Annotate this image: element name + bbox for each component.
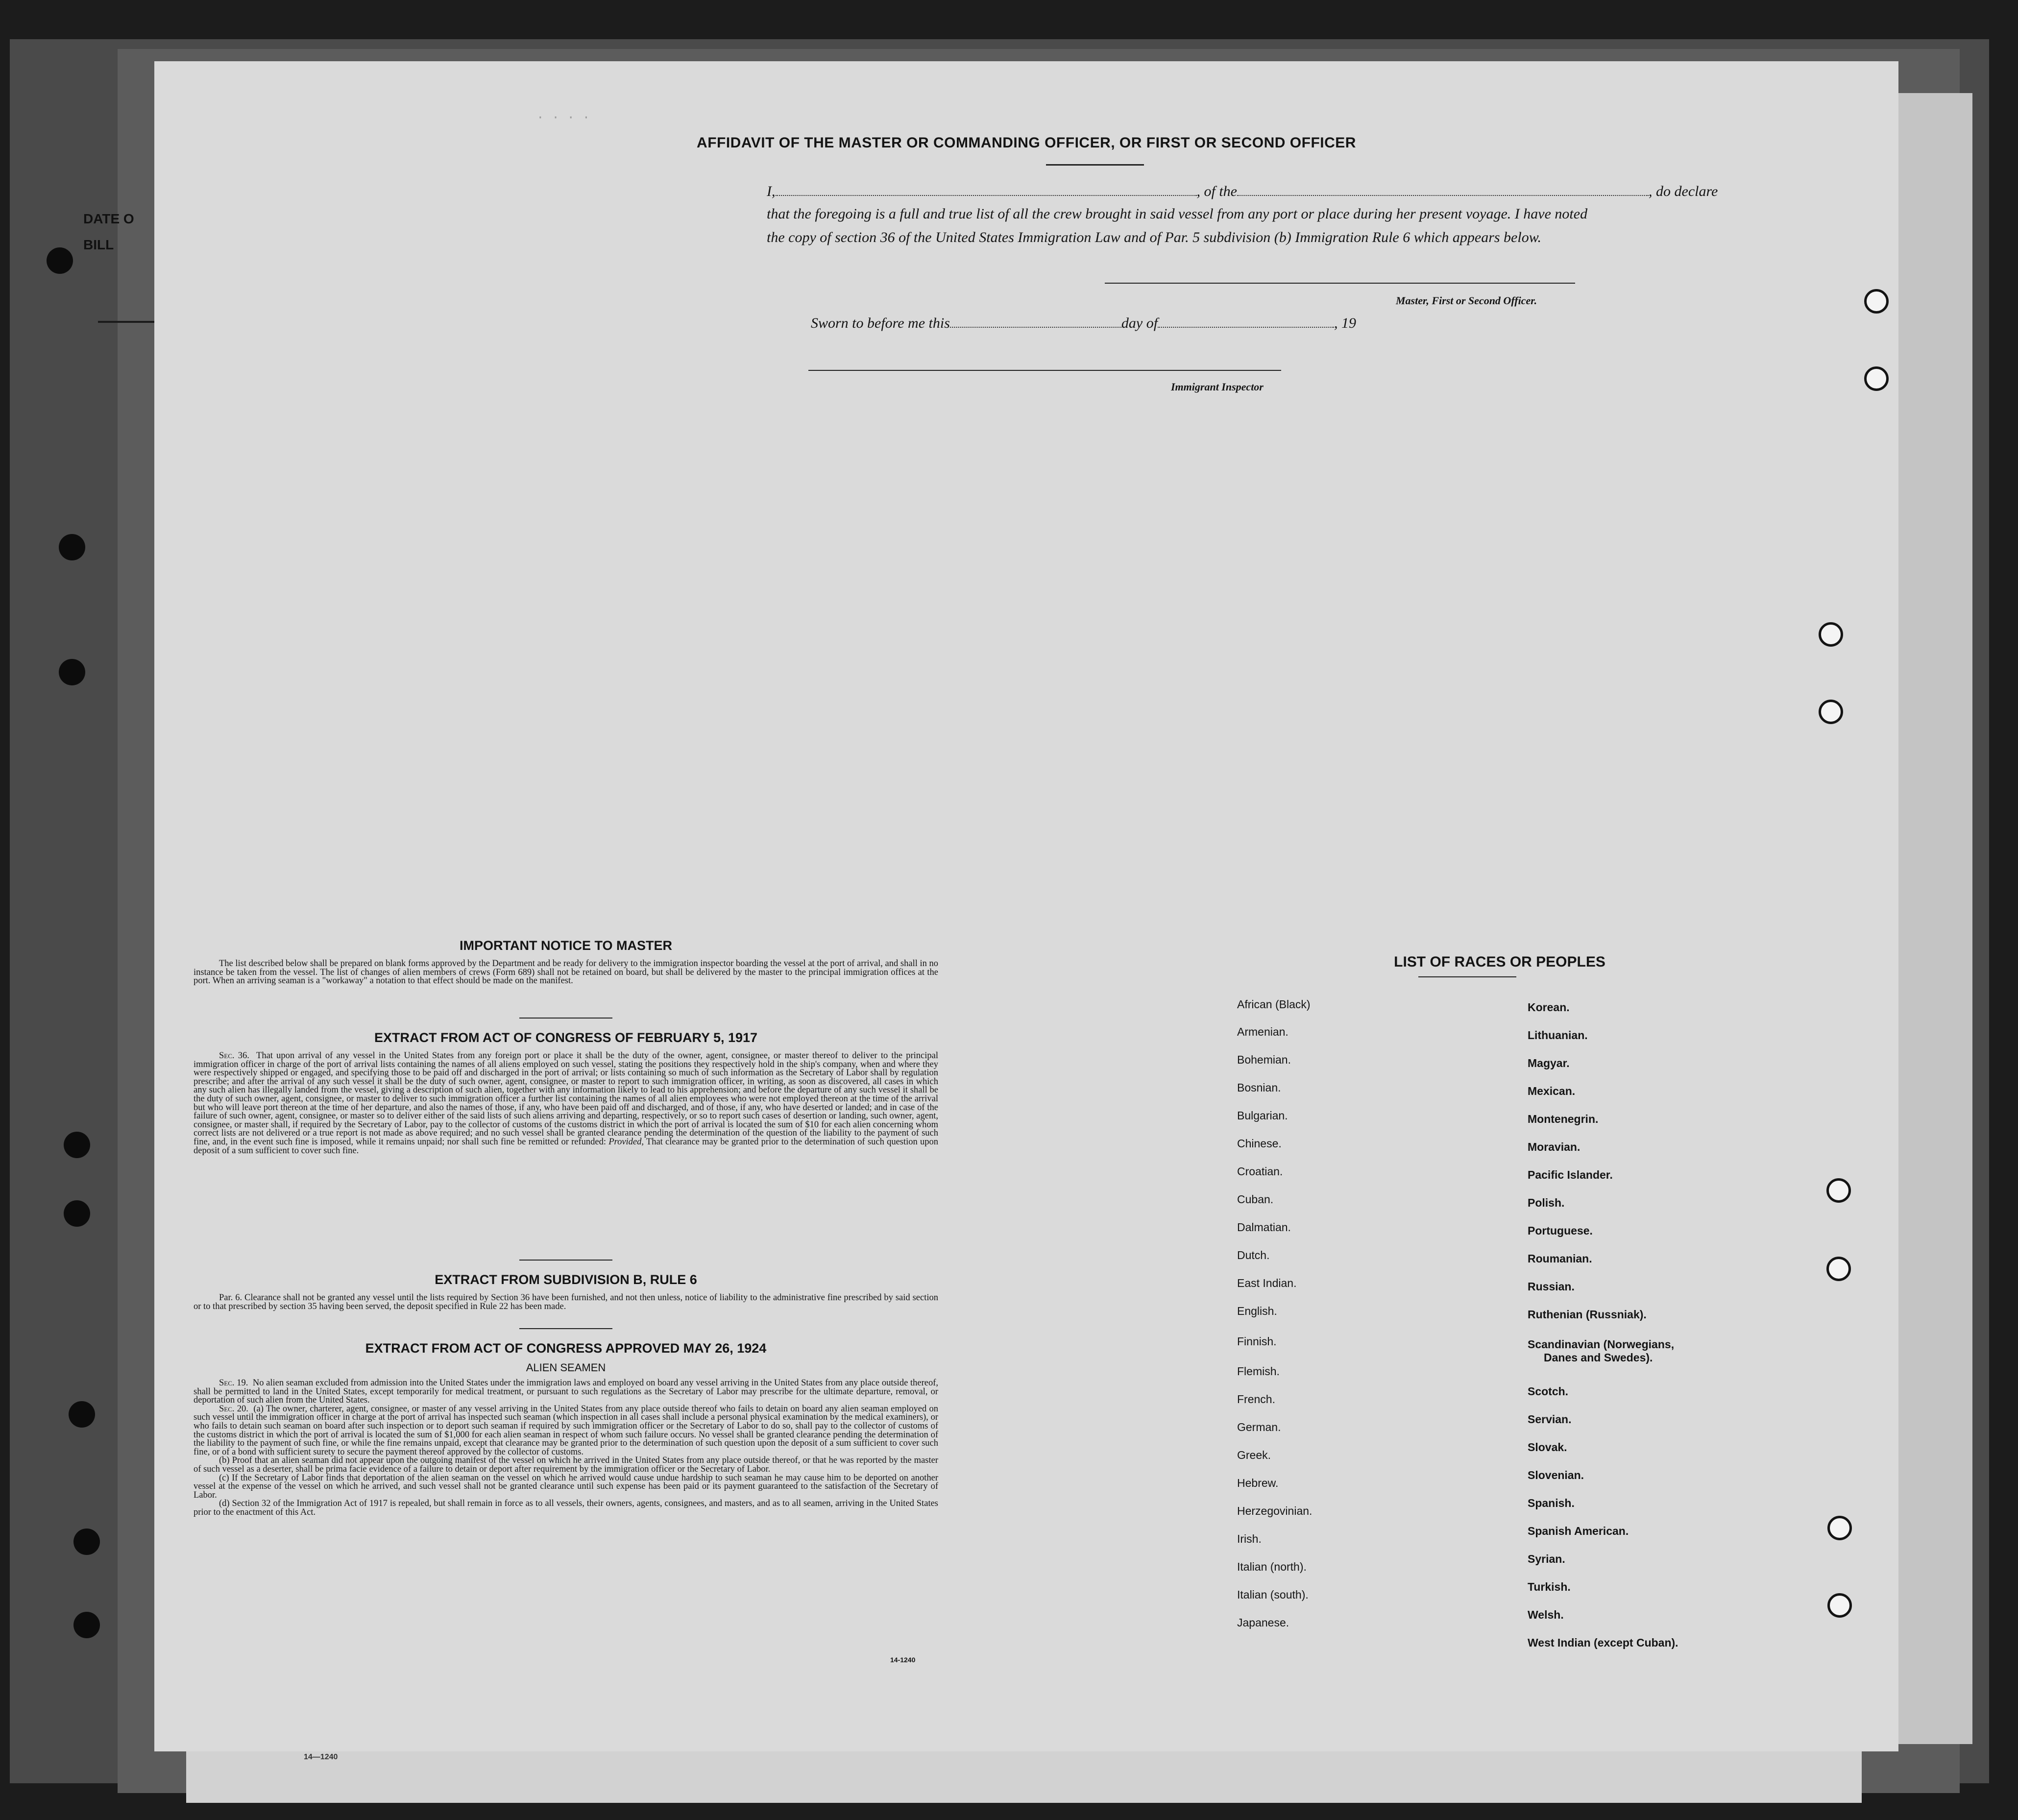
race-item-left: Dalmatian. xyxy=(1237,1221,1291,1234)
race-item-right: Slovenian. xyxy=(1528,1469,1584,1481)
race-item-left: Dutch. xyxy=(1237,1249,1270,1262)
race-item-right: Ruthenian (Russniak). xyxy=(1528,1308,1647,1321)
proviso-text: That clearance may be granted prior to the determination of such question upon deposit of a sum sufficient to cover such fine. xyxy=(194,1137,939,1156)
race-item-left: African (Black) xyxy=(1237,998,1311,1011)
day-of-label: day of xyxy=(1121,315,1158,331)
of-the-label: , of the xyxy=(1196,183,1237,199)
section-text: That upon arrival of any vessel in the United States from any foreign port or place it shall be the duty of the owner, agent, consignee, or master thereof to deliver to the principal immigration officer in charge of the port of arrival lists containing the names of all aliens employed on such vessel, stating the positions they respectively hold in the ship's company, when and where they were respectively shipped or engaged, and specifying those to be paid off and discharged in the port of arrival; or lists containing so much of such information as the Secretary of Labor shall by regulation prescribe; and after the arrival of any such vessel it shall be the duty of such owner, agent, consignee, or master to report to such immigration officer, in writing, as soon as discovered, all cases in which any such alien has illegally landed from the vessel, giving a description of such alien, together with any information likely to lead to his apprehension; and before the departure of any such vessel it shall be the duty of such owner, agent, consignee, or master to deliver to such immigration officer a further list containing the names of all alien employees who were not employed thereon at the time of the arrival but who will leave port thereon at the time of her departure, and also the names of those, if any, who have been paid off and discharged, and of those, if any, who have deserted or landed; and in case of the failure of such owner, agent, consignee, or master so to deliver either of the said lists of such aliens arriving and departing, respectively, or so to report such cases of desertion or landing, such owner, agent, consignee, or master shall, if required by the Secretary of Labor, pay to the collector of customs of the customs district in which the port of arrival is located the sum of $10 for each alien concerning whom correct lists are not delivered or a true report is not made as above required; and no such vessel shall be granted clearance pending the determination of the question of the liability to the payment of such fine, and, in the event such fine is imposed, while it remains unpaid; nor shall such fine be remitted or refunded: xyxy=(194,1051,939,1147)
sec20b-text: (b) Proof that an alien seaman did not appear upon the outgoing manifest of the vessel on which he arrived in the United States from any place outside thereof, or that he was reported by the master of such vessel as a deserter, shall be prima facie evidence of a failure to detain or deport after requirement by the immigration officer or the Secretary of Labor. xyxy=(194,1456,938,1474)
sec20-label: Sec. 20. xyxy=(219,1404,248,1414)
punch-hole xyxy=(73,1529,100,1555)
master-signature-line xyxy=(1105,283,1575,284)
race-item-right: Spanish American. xyxy=(1528,1525,1629,1537)
punch-hole xyxy=(73,1612,100,1638)
race-item-right: West Indian (except Cuban). xyxy=(1528,1636,1678,1649)
punch-hole xyxy=(64,1132,90,1158)
do-declare-label: , do declare xyxy=(1649,183,1718,199)
punch-hole xyxy=(64,1200,90,1227)
extract-rule6-body xyxy=(194,1294,938,1311)
section-label: Sec. 36. xyxy=(219,1051,249,1061)
extract-1924-title: EXTRACT FROM ACT OF CONGRESS APPROVED MAY 26, 1924 xyxy=(365,1341,767,1356)
race-item-right: Mexican. xyxy=(1528,1085,1576,1097)
race-item-right: Pacific Islander. xyxy=(1528,1168,1613,1181)
race-item-left: Bohemian. xyxy=(1237,1053,1291,1066)
divider xyxy=(519,1328,612,1329)
rule6-text: Par. 6. Clearance shall not be granted any vessel until the lists required by Section 36 have been furnished, and not then unless, notice of liability to the administrative fine prescribed by said section or to that prescribed by section 35 having been served, the deposit specified in Rule 22 has been made. xyxy=(194,1293,938,1311)
affidavit-page xyxy=(154,61,1898,1751)
punch-hole xyxy=(1864,289,1889,314)
race-item-left: Hebrew. xyxy=(1237,1477,1279,1489)
sec20d-text: (d) Section 32 of the Immigration Act of 1917 is repealed, but shall remain in force as to all vessels, their owners, agents, consignees, and masters, and as to all seamen, arriving in the United States prior to the enactment of this Act. xyxy=(194,1499,938,1517)
race-item-left: Italian (south). xyxy=(1237,1588,1309,1601)
extract-1917-body xyxy=(194,1052,938,1155)
race-item-right: Slovak. xyxy=(1528,1441,1567,1454)
race-item-right: Russian. xyxy=(1528,1280,1575,1293)
name-blank xyxy=(776,182,1197,196)
extract-1924-body xyxy=(194,1379,938,1517)
race-item-left: Japanese. xyxy=(1237,1616,1289,1629)
race-item-right: Scandinavian (Norwegians, xyxy=(1528,1338,1675,1351)
race-item-left: Armenian. xyxy=(1237,1025,1289,1038)
extract-rule6-title: EXTRACT FROM SUBDIVISION B, RULE 6 xyxy=(435,1272,697,1287)
sec19-label: Sec. 19. xyxy=(219,1378,248,1388)
punch-hole xyxy=(47,247,73,274)
local-agents-code: 14—1240 xyxy=(304,1753,338,1761)
affidavit-line-1 xyxy=(767,182,1718,200)
form-code: 14-1240 xyxy=(890,1656,916,1664)
race-item-left: East Indian. xyxy=(1237,1277,1297,1289)
race-item-right: Polish. xyxy=(1528,1196,1565,1209)
inspector-signature-line xyxy=(808,370,1281,371)
underlying-sheet-edge xyxy=(1886,93,1972,1744)
day-blank xyxy=(950,314,1121,328)
race-item-right: Montenegrin. xyxy=(1528,1113,1599,1125)
year-prefix: , 19 xyxy=(1334,315,1357,331)
races-title: LIST OF RACES OR PEOPLES xyxy=(1394,954,1605,970)
race-item-left: German. xyxy=(1237,1421,1281,1433)
sec19-text: No alien seaman excluded from admission into the United States under the immigration laws and employed on board any vessel arriving in the United States from any place outside thereof, shall be permitted to land in the United States, except temporarily for medical treatment, or pursuant to such regulations as the Secretary of Labor may prescribe for the ultimate departure, removal, or deportation of such alien from the United States. xyxy=(194,1378,939,1406)
divider xyxy=(1046,164,1144,166)
bleed-through-text: · · · · xyxy=(536,110,590,125)
race-item-right: Moravian. xyxy=(1528,1141,1580,1153)
race-item-left: Irish. xyxy=(1237,1532,1262,1545)
affidavit-line-3: the copy of section 36 of the United States Immigration Law and of Par. 5 subdivision (b) Immigration Rule 6 which appears below. xyxy=(767,229,1541,245)
race-item-right: Lithuanian. xyxy=(1528,1029,1588,1042)
stamp-box xyxy=(98,267,159,323)
sec20a-text: (a) The owner, charterer, agent, consignee, or master of any vessel arriving in the United States from any place outside thereof who fails to detain on board any alien seaman employed on such vessel until the immigration officer in charge at the port of arrival has inspected such seaman (which inspection in all cases shall include a personal physical examination by the medical examiners), or who fails to detain such seaman on board after such inspection or to deport such seaman if required by such immigration officer or the Secretary of Labor to do so, shall pay to the collector of customs of the customs district in which the port of arrival is located the sum of $1,000 for each alien seaman in respect of whom such failure occurs. No vessel shall be granted clearance pending the determination of the liability to the payment of such fine, or while the fine remains unpaid, except that clearance may be granted prior to the determination of such question upon the deposit of a sum sufficient to cover such fine, or of a bond with sufficient surety to secure the payment thereof approved by the collector of customs. xyxy=(194,1404,939,1457)
race-item-right: Portuguese. xyxy=(1528,1224,1593,1237)
race-item-right: Danes and Swedes). xyxy=(1544,1351,1653,1364)
proviso-label: Provided, xyxy=(608,1137,644,1147)
punch-hole xyxy=(1819,700,1843,724)
affidavit-title: AFFIDAVIT OF THE MASTER OR COMMANDING OFFICER, OR FIRST OR SECOND OFFICER xyxy=(697,135,1356,151)
race-item-left: Flemish. xyxy=(1237,1365,1280,1378)
sworn-line xyxy=(811,314,1356,332)
sworn-prefix: Sworn to before me this xyxy=(811,315,950,331)
race-item-left: Finnish. xyxy=(1237,1335,1277,1348)
race-item-right: Roumanian. xyxy=(1528,1252,1592,1265)
master-signature-label: Master, First or Second Officer. xyxy=(1396,294,1537,307)
race-item-right: Korean. xyxy=(1528,1001,1570,1014)
sec20c-text: (c) If the Secretary of Labor finds that deportation of the alien seaman on the vessel on which he arrived would cause undue hardship to such seaman he may cause him to be deported on another vessel at the expense of the vessel on which he arrived, and such vessel shall not be granted clearance until such expense has been paid or its payment guaranteed to the satisfaction of the Secretary of Labor. xyxy=(194,1473,938,1500)
punch-hole xyxy=(1827,1516,1852,1540)
notice-body xyxy=(194,960,938,986)
race-item-left: Chinese. xyxy=(1237,1137,1282,1150)
race-item-left: Herzegovinian. xyxy=(1237,1505,1313,1517)
affidavit-line-2: that the foregoing is a full and true list of all the crew brought in said vessel from any port or place during her present voyage. I have noted xyxy=(767,206,1588,222)
race-item-left: Greek. xyxy=(1237,1449,1271,1461)
divider xyxy=(519,1260,612,1261)
stamp-line: DATE O xyxy=(83,211,134,226)
month-blank xyxy=(1158,314,1334,328)
i-label: I, xyxy=(767,183,776,199)
race-item-left: Croatian. xyxy=(1237,1165,1283,1178)
vessel-blank xyxy=(1237,182,1649,196)
race-item-right: Magyar. xyxy=(1528,1057,1570,1069)
notice-title: IMPORTANT NOTICE TO MASTER xyxy=(460,938,672,953)
race-item-right: Scotch. xyxy=(1528,1385,1569,1398)
stamp-line: BILL xyxy=(83,237,114,253)
punch-hole xyxy=(59,534,85,560)
race-item-right: Syrian. xyxy=(1528,1553,1565,1565)
punch-hole xyxy=(1826,1178,1851,1203)
punch-hole xyxy=(59,659,85,685)
race-item-left: Cuban. xyxy=(1237,1193,1274,1206)
race-item-left: Italian (north). xyxy=(1237,1560,1307,1573)
divider xyxy=(1418,976,1516,977)
inspector-label: Immigrant Inspector xyxy=(1171,381,1264,393)
punch-hole xyxy=(1827,1593,1852,1618)
race-item-right: Welsh. xyxy=(1528,1608,1564,1621)
race-item-left: English. xyxy=(1237,1305,1277,1317)
race-item-right: Turkish. xyxy=(1528,1580,1571,1593)
punch-hole xyxy=(1819,622,1843,647)
race-item-right: Servian. xyxy=(1528,1413,1572,1426)
race-item-right: Spanish. xyxy=(1528,1497,1575,1509)
extract-1917-title: EXTRACT FROM ACT OF CONGRESS OF FEBRUARY 5, 1917 xyxy=(374,1030,758,1045)
punch-hole xyxy=(1826,1257,1851,1281)
notice-text: The list described below shall be prepared on blank forms approved by the Department and be ready for delivery to the immigration inspector boarding the vessel at the port of arrival, and shall in no instance be taken from the vessel. The list of changes of alien members of crews (Form 689) shall not be retained on board, but shall be delivered by the master to the principal immigration offices at the port. When an arriving seaman is a "workaway" a notation to that effect should be made on the manifest. xyxy=(194,959,938,986)
race-item-left: Bosnian. xyxy=(1237,1081,1281,1094)
underlying-stamp xyxy=(83,206,134,258)
divider xyxy=(519,1018,612,1019)
punch-hole xyxy=(69,1401,95,1428)
extract-1924-subtitle: ALIEN SEAMEN xyxy=(526,1361,606,1374)
punch-hole xyxy=(1864,366,1889,391)
race-item-left: French. xyxy=(1237,1393,1275,1406)
race-item-left: Bulgarian. xyxy=(1237,1109,1288,1122)
